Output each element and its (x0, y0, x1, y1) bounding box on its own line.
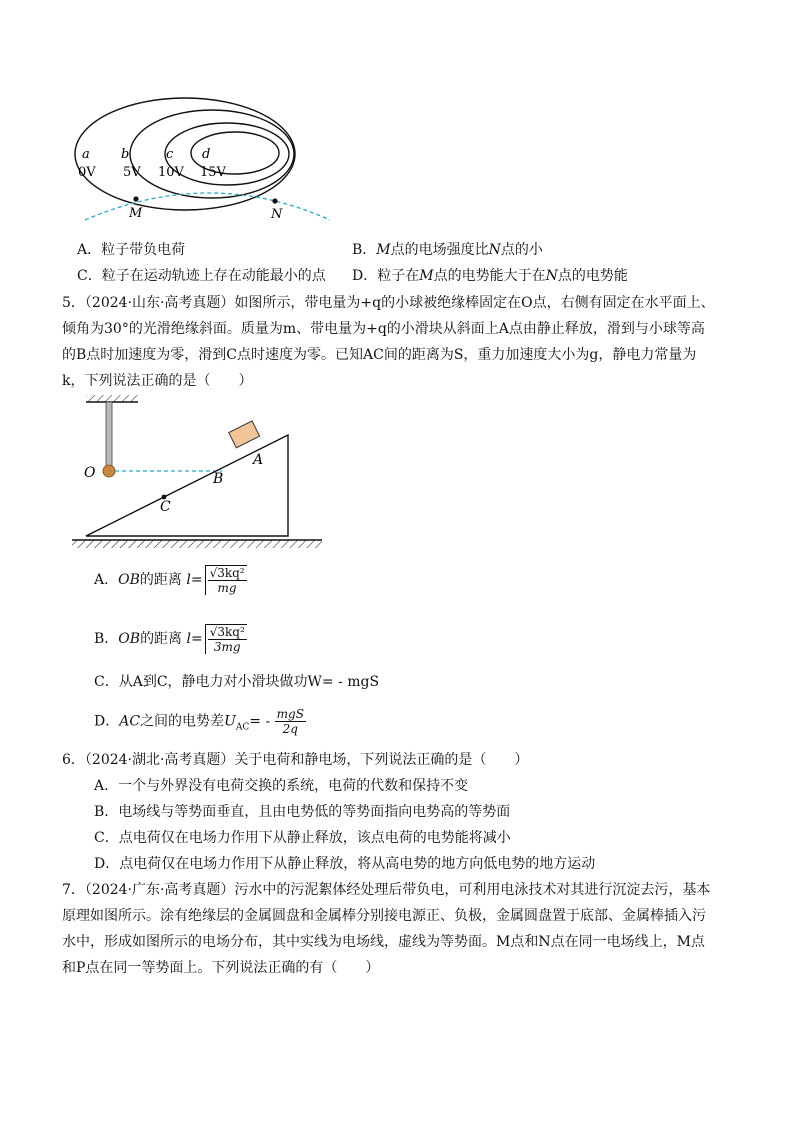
equipotential-a (75, 98, 295, 210)
q5-b-denominator: 3mg (213, 640, 241, 654)
label-c-point: C (160, 499, 171, 515)
point-m-dot (133, 196, 138, 201)
q5-d-denominator: 2q (282, 722, 298, 736)
incline-figure (72, 392, 322, 552)
particle-trajectory (85, 193, 330, 220)
label-b-point: B (213, 471, 224, 487)
q5-d-numerator: mgS (276, 707, 304, 721)
q5-stem-line-4: k，下列说法正确的是（ ） (62, 373, 253, 389)
q7-stem-line-1: 7．（2024·广东·高考真题）污水中的污泥絮体经处理后带负电，可利用电泳技术对其进行沉淀去污，基本 (62, 882, 711, 898)
q5-a-denominator: mg (217, 581, 237, 595)
label-a-point: A (253, 452, 264, 468)
label-o: O (84, 465, 96, 481)
q5-a-numerator: √3kq² (209, 566, 245, 580)
label-c: c (166, 147, 174, 162)
q4-option-c: C．粒子在运动轨迹上存在动能最小的点 (77, 268, 326, 284)
incline (86, 435, 288, 536)
point-n-dot (272, 198, 277, 203)
q6-option-b: B．电场线与等势面垂直，且由电势低的等势面指向电势高的等势面 (94, 804, 511, 820)
q5-stem-line-3: 的B点时加速度为零，滑到C点时速度为零。已知AC间的距离为S，重力加速度大小为g，静电力常量为 (62, 347, 697, 363)
q5-option-b: B．OB的距离 l= $\frac{\text{√3kq²}}{3mg}$ (94, 625, 245, 654)
volt-d: 15V (200, 165, 226, 180)
label-d: d (202, 147, 211, 162)
q6-option-a: A．一个与外界没有电荷交换的系统，电荷的代数和保持不变 (94, 778, 469, 794)
volt-b: 5V (123, 165, 141, 180)
ground-hatch (72, 540, 322, 548)
label-b: b (121, 147, 130, 162)
q5-stem-line-1: 5．（2024·山东·高考真题）如图所示，带电量为+q的小球被绝缘棒固定在O点，右侧有固定在水平面上、 (62, 295, 715, 311)
label-a: a (82, 147, 90, 162)
q7-stem-line-2: 原理如图所示。涂有绝缘层的金属圆盘和金属棒分别接电源正、负极，金属圆盘置于底部、金属棒插入污 (62, 908, 706, 924)
ceiling-hatch (86, 395, 138, 402)
q5-option-a: A．OB的距离 l= $\frac{\text{√3kq²}}{mg}$ (94, 566, 245, 595)
label-m: M (129, 206, 143, 221)
q6-option-d: D．点电荷仅在电场力作用下从静止释放，将从高电势的地方向低电势的地方运动 (94, 856, 596, 872)
charged-ball (103, 465, 115, 477)
q7-stem-line-3: 水中，形成如图所示的电场分布，其中实线为电场线，虚线为等势面。M点和N点在同一电场线上，M点 (62, 934, 705, 950)
q6-option-c: C．点电荷仅在电场力作用下从静止释放，该点电荷的电势能将减小 (94, 830, 511, 846)
q7-stem-line-4: 和P点在同一等势面上。下列说法正确的有（ ） (62, 960, 380, 976)
volt-a: 0V (78, 165, 96, 180)
q5-b-numerator: √3kq² (209, 625, 245, 639)
q5-option-d: D．AC之间的电势差$U_{AC}=$ - $\frac{\text{mgS}}{2q}$ (94, 707, 304, 736)
insulating-rod (106, 402, 112, 468)
slider-block (229, 421, 260, 448)
equipotential-figure (70, 96, 340, 226)
q6-stem: 6．（2024·湖北·高考真题）关于电荷和静电场，下列说法正确的是（ ） (62, 752, 529, 768)
label-n: N (271, 207, 283, 222)
q5-option-c: C．从A到C，静电力对小滑块做功W= - mgS (94, 674, 380, 690)
q4-option-d: D．粒子在M点的电势能大于在N点的电势能 (352, 268, 628, 284)
q4-option-b: B．M点的电场强度比N点的小 (352, 242, 543, 258)
q5-stem-line-2: 倾角为30°的光滑绝缘斜面。质量为m、带电量为+q的小滑块从斜面上A点由静止释放，滑到与小球等高 (62, 321, 705, 337)
q4-option-a: A．粒子带负电荷 (77, 242, 186, 258)
volt-c: 10V (158, 165, 184, 180)
